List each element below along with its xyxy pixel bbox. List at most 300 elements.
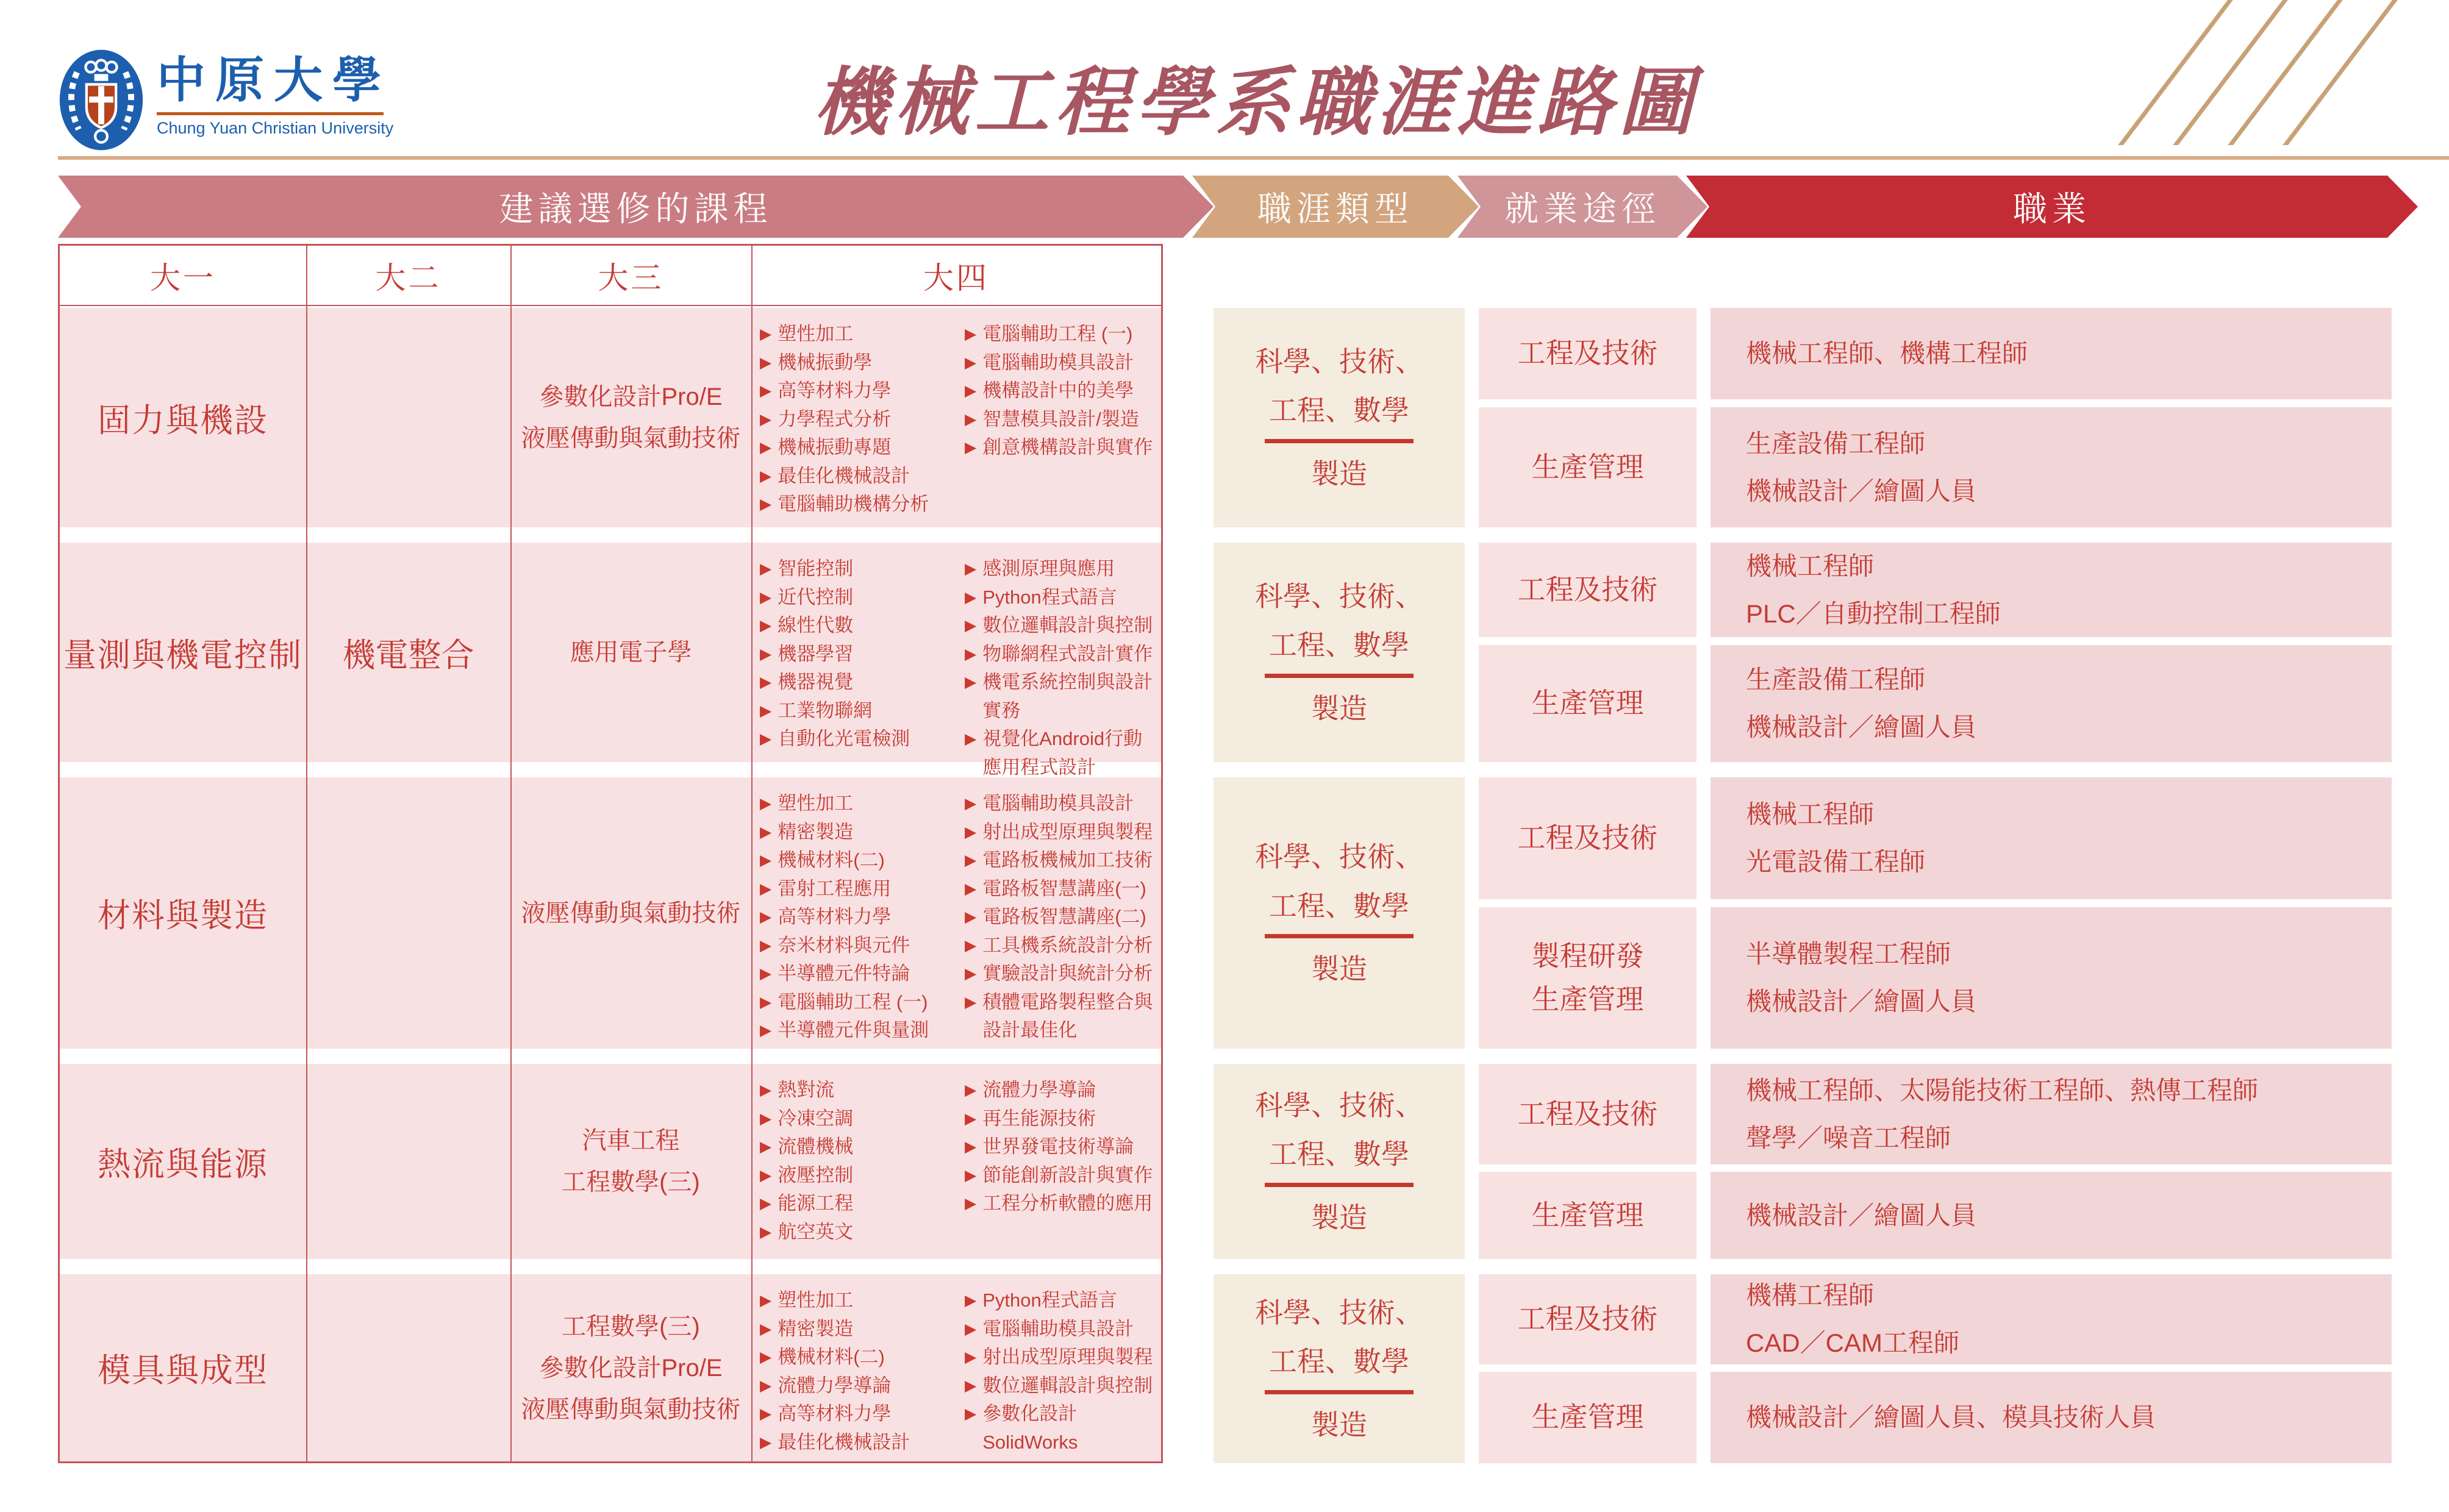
- course-item: [760, 988, 965, 1017]
- course-item-label: 高等材料力學: [778, 1403, 892, 1424]
- text-line: 工程數學(三): [562, 1169, 700, 1196]
- course-item: [760, 818, 965, 847]
- course-item-label: 塑性加工: [778, 793, 854, 814]
- course-item-label: 創意機構設計與實作: [982, 437, 1153, 458]
- banner-suggested-courses-label: 建議選修的課程: [499, 190, 773, 228]
- bullet-arrow-icon: ▶: [965, 439, 977, 456]
- career-type-cell: [1214, 308, 1465, 527]
- year4-course-list-left: [760, 790, 965, 1045]
- bullet-arrow-icon: ▶: [965, 880, 977, 897]
- course-item-label: 精密製造: [778, 1318, 854, 1339]
- course-item: [760, 1343, 965, 1372]
- bullet-arrow-icon: ▶: [760, 880, 772, 897]
- bullet-arrow-icon: ▶: [965, 1405, 977, 1422]
- bullet-arrow-icon: ▶: [965, 1292, 977, 1309]
- course-item: [760, 1016, 965, 1045]
- university-name-cn: 中原大學: [157, 53, 391, 107]
- course-item: [965, 903, 1157, 932]
- course-item: [760, 640, 965, 669]
- course-item: [965, 583, 1157, 612]
- course-item: [965, 1133, 1157, 1161]
- occupation-cell: [1711, 1274, 2392, 1364]
- course-row-measurement-mechatronics: [60, 543, 1161, 778]
- course-item-label: 線性代數: [778, 615, 854, 636]
- career-type-cell: [1214, 1064, 1465, 1259]
- pathway-cell: [1479, 1172, 1696, 1259]
- course-item: [760, 555, 965, 583]
- bullet-arrow-icon: ▶: [760, 1405, 772, 1422]
- course-item: [760, 725, 965, 754]
- year4-courses: [751, 308, 1161, 527]
- course-item: [760, 377, 965, 405]
- text-line: 機械設計／繪圖人員: [1746, 1200, 1977, 1230]
- course-item-label: 物聯網程式設計實作: [982, 643, 1153, 665]
- text-line: 參數化設計Pro/E: [539, 1354, 723, 1382]
- bullet-arrow-icon: ▶: [965, 795, 977, 812]
- course-item: [760, 405, 965, 434]
- course-item-label: 智慧模具設計/製造: [982, 408, 1139, 430]
- course-item: [760, 932, 965, 960]
- course-item: [965, 377, 1157, 405]
- year1-header: 大一: [150, 260, 216, 295]
- course-item: [760, 903, 965, 932]
- header-rule: [58, 156, 2449, 160]
- course-item-label: 精密製造: [778, 821, 854, 843]
- course-item-label: 電腦輔助工程 (一): [982, 323, 1133, 344]
- course-item: [965, 1105, 1157, 1133]
- bullet-arrow-icon: ▶: [760, 1138, 772, 1155]
- course-table-header: [60, 246, 1161, 306]
- course-item: [760, 349, 965, 377]
- text-line: PLC／自動控制工程師: [1746, 599, 2001, 628]
- course-item: [965, 1286, 1157, 1315]
- bullet-arrow-icon: ▶: [760, 1166, 772, 1184]
- text-line: 光電設備工程師: [1746, 847, 1926, 876]
- course-item-label: 電腦輔助模具設計: [982, 1318, 1134, 1339]
- bullet-arrow-icon: ▶: [965, 936, 977, 954]
- banner-occupation-label: 職業: [2013, 190, 2091, 228]
- course-item-label: 航空英文: [778, 1221, 854, 1243]
- bullet-arrow-icon: ▶: [965, 852, 977, 869]
- course-item: [965, 668, 1157, 725]
- text-line: 生產管理: [1531, 1401, 1644, 1433]
- course-item: [965, 790, 1157, 818]
- course-item-label: 能源工程: [778, 1193, 854, 1214]
- banner-occupation: [1686, 176, 2418, 238]
- career-type-divider: [1265, 934, 1414, 938]
- course-item: [760, 462, 965, 491]
- course-row-solid-mechanics: [60, 308, 1161, 527]
- course-item-label: 機器視覺: [778, 671, 854, 693]
- course-item: [965, 725, 1157, 782]
- bullet-arrow-icon: ▶: [965, 993, 977, 1011]
- year3-courses: [510, 543, 751, 762]
- year4-course-list-left: [760, 1286, 965, 1457]
- course-item: [760, 1400, 965, 1428]
- course-item-label: 電路板智慧講座(二): [982, 906, 1146, 927]
- banner-career-type-label: 職涯類型: [1257, 190, 1414, 228]
- bullet-arrow-icon: ▶: [965, 382, 977, 399]
- bullet-arrow-icon: ▶: [965, 823, 977, 841]
- course-item-label: 液壓控制: [778, 1164, 854, 1186]
- career-type-line3: 製造: [1311, 692, 1367, 724]
- pathway-cell: [1479, 907, 1696, 1049]
- page-title: 機械工程學系職涯進路圖: [813, 58, 1699, 146]
- corner-diagonal-lines: [2098, 0, 2449, 145]
- year4-course-list-right: [965, 555, 1157, 782]
- course-item-label: 雷射工程應用: [778, 877, 892, 899]
- course-item: [760, 668, 965, 697]
- pathway-cell: [1479, 1372, 1696, 1463]
- year3-courses: [510, 777, 751, 1049]
- course-item-label: 世界發電技術導論: [982, 1136, 1134, 1157]
- course-item: [965, 1372, 1157, 1400]
- text-line: 液壓傳動與氣動技術: [521, 425, 741, 452]
- year4-course-list-left: [760, 555, 965, 754]
- bullet-arrow-icon: ▶: [965, 560, 977, 577]
- university-logo-text: [157, 48, 393, 138]
- course-item-label: 數位邏輯設計與控制: [982, 615, 1153, 636]
- occupation-cell: [1711, 308, 2392, 399]
- course-item: [965, 640, 1157, 669]
- career-type-line2: 工程、數學: [1269, 1346, 1409, 1378]
- bullet-arrow-icon: ▶: [760, 1320, 772, 1338]
- course-item: [965, 932, 1157, 960]
- course-item: [760, 1076, 965, 1105]
- career-type-line1: 科學、技術、: [1255, 841, 1423, 873]
- course-item: [760, 320, 965, 349]
- bullet-arrow-icon: ▶: [965, 1138, 977, 1155]
- course-item-label: 半導體元件特論: [778, 963, 910, 984]
- course-item-label: 參數化設計SolidWorks: [982, 1403, 1078, 1453]
- career-type-line2: 工程、數學: [1269, 890, 1409, 922]
- course-item-label: 高等材料力學: [778, 380, 892, 401]
- occupation-cell: [1711, 645, 2392, 762]
- year4-courses: [751, 1274, 1161, 1461]
- text-line: 半導體製程工程師: [1746, 940, 1951, 969]
- course-item: [965, 320, 1157, 349]
- course-item-label: 射出成型原理與製程: [982, 821, 1153, 843]
- course-item-label: 射出成型原理與製程: [982, 1346, 1153, 1368]
- course-item-label: 機械材料(二): [778, 849, 885, 871]
- course-item-label: 最佳化機械設計: [778, 465, 910, 487]
- text-line: 機械設計／繪圖人員: [1746, 713, 1977, 741]
- career-type-line3: 製造: [1311, 457, 1367, 490]
- course-item-label: 自動化光電檢測: [778, 728, 910, 749]
- bullet-arrow-icon: ▶: [760, 326, 772, 343]
- course-item-label: Python程式語言: [982, 1289, 1117, 1311]
- career-type-divider: [1265, 439, 1414, 443]
- career-type-line1: 科學、技術、: [1255, 1296, 1423, 1328]
- bullet-arrow-icon: ▶: [965, 1195, 977, 1212]
- course-item-label: 節能創新設計與實作: [982, 1164, 1153, 1186]
- text-line: 聲學／噪音工程師: [1746, 1123, 1951, 1152]
- career-type-line2: 工程、數學: [1269, 629, 1409, 661]
- column-divider: [306, 246, 307, 1461]
- course-item-label: 力學程式分析: [778, 408, 892, 430]
- text-line: 機械工程師: [1746, 800, 1875, 829]
- career-type-divider: [1265, 674, 1414, 678]
- pathway-cell: [1479, 645, 1696, 762]
- career-type-cell: [1214, 777, 1465, 1049]
- course-item: [760, 583, 965, 612]
- course-item: [760, 1189, 965, 1218]
- course-item-label: 再生能源技術: [982, 1107, 1096, 1129]
- course-item: [965, 875, 1157, 904]
- occupation-cell: [1711, 907, 2392, 1049]
- year3-header: 大三: [598, 260, 664, 295]
- course-item: [965, 555, 1157, 583]
- track-name: 模具與成型: [98, 1352, 268, 1389]
- course-item: [760, 1218, 965, 1247]
- bullet-arrow-icon: ▶: [965, 588, 977, 606]
- text-line: 應用電子學: [570, 639, 692, 666]
- course-item: [965, 349, 1157, 377]
- bullet-arrow-icon: ▶: [760, 702, 772, 719]
- course-item: [965, 1343, 1157, 1372]
- text-line: 生產管理: [1531, 1199, 1644, 1231]
- course-item-label: 工業物聯網: [778, 699, 873, 721]
- year3-courses: [510, 308, 751, 527]
- text-line: 生產設備工程師: [1746, 665, 1926, 694]
- bullet-arrow-icon: ▶: [760, 496, 772, 513]
- bullet-arrow-icon: ▶: [965, 1377, 977, 1394]
- bullet-arrow-icon: ▶: [965, 1349, 977, 1366]
- bullet-arrow-icon: ▶: [965, 1082, 977, 1099]
- text-line: 機械設計／繪圖人員: [1746, 987, 1977, 1016]
- banner-career-type: [1192, 176, 1479, 238]
- course-item-label: 流體力學導論: [982, 1079, 1096, 1100]
- course-item-label: 電腦輔助工程 (一): [778, 991, 928, 1013]
- course-table: [58, 244, 1163, 1463]
- course-item: [760, 1372, 965, 1400]
- course-item-label: 實驗設計與統計分析: [982, 963, 1153, 984]
- course-item: [760, 875, 965, 904]
- bullet-arrow-icon: ▶: [760, 965, 772, 982]
- text-line: 液壓傳動與氣動技術: [521, 1396, 741, 1423]
- bullet-arrow-icon: ▶: [965, 410, 977, 428]
- bullet-arrow-icon: ▶: [760, 617, 772, 634]
- year4-course-list-left: [760, 1076, 965, 1246]
- text-line: 機械設計／繪圖人員、模具技術人員: [1746, 1403, 2156, 1432]
- course-item: [965, 433, 1157, 462]
- course-item-label: 冷凍空調: [778, 1107, 854, 1129]
- course-item-label: 機械振動學: [778, 351, 873, 373]
- course-item: [965, 1161, 1157, 1190]
- course-item-label: 熱對流: [778, 1079, 835, 1100]
- text-line: 生產管理: [1531, 687, 1644, 719]
- bullet-arrow-icon: ▶: [760, 1433, 772, 1451]
- text-line: 液壓傳動與氣動技術: [521, 899, 741, 927]
- course-item-label: 感測原理與應用: [982, 558, 1115, 579]
- pathway-cell: 工程及技術: [1479, 308, 1696, 399]
- track-name: 量測與機電控制: [63, 637, 302, 674]
- course-item-label: 智能控制: [778, 558, 854, 579]
- bullet-arrow-icon: ▶: [760, 410, 772, 428]
- course-item: [965, 1189, 1157, 1218]
- bullet-arrow-icon: ▶: [760, 1082, 772, 1099]
- course-item: [760, 1105, 965, 1133]
- bullet-arrow-icon: ▶: [760, 354, 772, 371]
- course-item-label: 機械材料(二): [778, 1346, 885, 1368]
- bullet-arrow-icon: ▶: [760, 382, 772, 399]
- bullet-arrow-icon: ▶: [760, 795, 772, 812]
- course-row-mold-forming: [60, 1274, 1161, 1461]
- course-item-label: 電路板智慧講座(一): [982, 877, 1146, 899]
- year2-header: 大二: [375, 260, 442, 295]
- course-item: [760, 433, 965, 462]
- university-name-en: Chung Yuan Christian University: [157, 119, 394, 137]
- text-line: 機械設計／繪圖人員: [1746, 476, 1977, 505]
- year4-header: 大四: [923, 260, 989, 295]
- text-line: 機械工程師: [1746, 551, 1875, 580]
- course-item-label: Python程式語言: [982, 586, 1117, 608]
- year4-courses: [751, 543, 1161, 778]
- bullet-arrow-icon: ▶: [965, 1110, 977, 1127]
- course-item-label: 機械振動專題: [778, 437, 892, 458]
- banner-employment-pathway: [1457, 176, 1707, 238]
- course-item: [965, 1400, 1157, 1457]
- year4-course-list-right: [965, 1286, 1157, 1457]
- bullet-arrow-icon: ▶: [760, 993, 772, 1011]
- text-line: 製程研發: [1531, 940, 1644, 972]
- bullet-arrow-icon: ▶: [760, 645, 772, 663]
- bullet-arrow-icon: ▶: [760, 1349, 772, 1366]
- bullet-arrow-icon: ▶: [760, 560, 772, 577]
- course-item-label: 電腦輔助模具設計: [982, 351, 1134, 373]
- occupation-cell: [1711, 1172, 2392, 1259]
- course-row-thermal-energy: [60, 1064, 1161, 1259]
- course-item-label: 機構設計中的美學: [982, 380, 1134, 401]
- university-emblem-icon: [58, 48, 145, 152]
- text-line: 機構工程師: [1746, 1281, 1875, 1310]
- course-item: [965, 612, 1157, 640]
- course-item-label: 塑性加工: [778, 323, 854, 344]
- occupation-cell: [1711, 1064, 2392, 1164]
- career-type-line1: 科學、技術、: [1255, 1089, 1423, 1121]
- occupation-cell: [1711, 543, 2392, 637]
- course-item-label: 數位邏輯設計與控制: [982, 1374, 1153, 1396]
- bullet-arrow-icon: ▶: [760, 1195, 772, 1212]
- year4-course-list-right: [965, 1076, 1157, 1218]
- year4-course-list-right: [965, 320, 1157, 462]
- bullet-arrow-icon: ▶: [760, 588, 772, 606]
- banner-employment-pathway-label: 就業途徑: [1504, 190, 1661, 228]
- course-item: [760, 1161, 965, 1190]
- track-name: 固力與機設: [98, 402, 268, 439]
- pathway-cell: [1479, 407, 1696, 527]
- bullet-arrow-icon: ▶: [965, 908, 977, 925]
- text-line: CAD／CAM工程師: [1746, 1328, 1960, 1357]
- bullet-arrow-icon: ▶: [760, 1377, 772, 1394]
- bullet-arrow-icon: ▶: [760, 1110, 772, 1127]
- text-line: 生產設備工程師: [1746, 429, 1926, 458]
- year4-course-list-left: [760, 320, 965, 519]
- text-line: 生產管理: [1531, 451, 1644, 483]
- year4-course-list-right: [965, 790, 1157, 1045]
- logo-divider: [157, 112, 384, 115]
- career-type-divider: [1265, 1390, 1414, 1394]
- year3-courses: [510, 1274, 751, 1461]
- bullet-arrow-icon: ▶: [965, 965, 977, 982]
- occupation-cell: [1711, 1372, 2392, 1463]
- course-row-materials-manufacturing: [60, 777, 1161, 1049]
- bullet-arrow-icon: ▶: [965, 674, 977, 691]
- text-line: 生產管理: [1531, 983, 1644, 1015]
- bullet-arrow-icon: ▶: [760, 1292, 772, 1309]
- column-divider: [510, 246, 512, 1461]
- bullet-arrow-icon: ▶: [965, 326, 977, 343]
- column-divider: [751, 246, 753, 1461]
- track-name: 材料與製造: [98, 897, 268, 934]
- bullet-arrow-icon: ▶: [760, 467, 772, 485]
- text-line: 汽車工程: [582, 1127, 680, 1154]
- text-line: 工程數學(三): [562, 1313, 700, 1340]
- course-item-label: 機器學習: [778, 643, 854, 665]
- bullet-arrow-icon: ▶: [760, 823, 772, 841]
- bullet-arrow-icon: ▶: [965, 354, 977, 371]
- pathway-cell: 工程及技術: [1479, 777, 1696, 899]
- career-type-line1: 科學、技術、: [1255, 345, 1423, 377]
- course-item-label: 流體力學導論: [778, 1374, 892, 1396]
- course-item: [965, 405, 1157, 434]
- career-type-cell: [1214, 543, 1465, 762]
- career-type-line3: 製造: [1311, 953, 1367, 985]
- career-type-line1: 科學、技術、: [1255, 580, 1423, 612]
- bullet-arrow-icon: ▶: [760, 1223, 772, 1241]
- occupation-cell: [1711, 777, 2392, 899]
- course-item-label: 高等材料力學: [778, 906, 892, 927]
- bullet-arrow-icon: ▶: [965, 730, 977, 747]
- course-item-label: 電路板機械加工技術: [982, 849, 1153, 871]
- text-line: 機械工程師、太陽能技術工程師、熱傳工程師: [1746, 1075, 2259, 1105]
- year2-course: 機電整合: [342, 637, 474, 674]
- bullet-arrow-icon: ▶: [760, 908, 772, 925]
- banner-suggested-courses: [58, 176, 1214, 238]
- course-item: [965, 1315, 1157, 1344]
- course-item: [760, 490, 965, 519]
- bullet-arrow-icon: ▶: [760, 730, 772, 747]
- course-item-label: 近代控制: [778, 586, 854, 608]
- year4-courses: [751, 777, 1161, 1049]
- bullet-arrow-icon: ▶: [760, 439, 772, 456]
- course-item: [760, 1315, 965, 1344]
- bullet-arrow-icon: ▶: [965, 1166, 977, 1184]
- career-type-line3: 製造: [1311, 1201, 1367, 1233]
- occupation-cell: [1711, 407, 2392, 527]
- year2-course: [306, 1274, 510, 1461]
- career-type-line2: 工程、數學: [1269, 1138, 1409, 1171]
- pathway-cell: 工程及技術: [1479, 1064, 1696, 1164]
- course-item: [760, 1133, 965, 1161]
- pathway-cell: 工程及技術: [1479, 543, 1696, 637]
- text-line: 參數化設計Pro/E: [539, 383, 723, 410]
- pathway-cell: 工程及技術: [1479, 1274, 1696, 1364]
- course-item: [760, 612, 965, 640]
- year4-courses: [751, 1064, 1161, 1259]
- career-type-line2: 工程、數學: [1269, 394, 1409, 427]
- course-item-label: 機電系統控制與設計實務: [982, 671, 1153, 721]
- course-item: [965, 818, 1157, 847]
- course-item: [965, 1076, 1157, 1105]
- course-item-label: 最佳化機械設計: [778, 1431, 910, 1453]
- course-item: [965, 988, 1157, 1045]
- course-item-label: 電腦輔助機構分析: [778, 493, 929, 515]
- year2-course: [306, 308, 510, 527]
- course-item-label: 奈米材料與元件: [778, 934, 910, 956]
- year3-courses: [510, 1064, 751, 1259]
- course-item-label: 電腦輔助模具設計: [982, 793, 1134, 814]
